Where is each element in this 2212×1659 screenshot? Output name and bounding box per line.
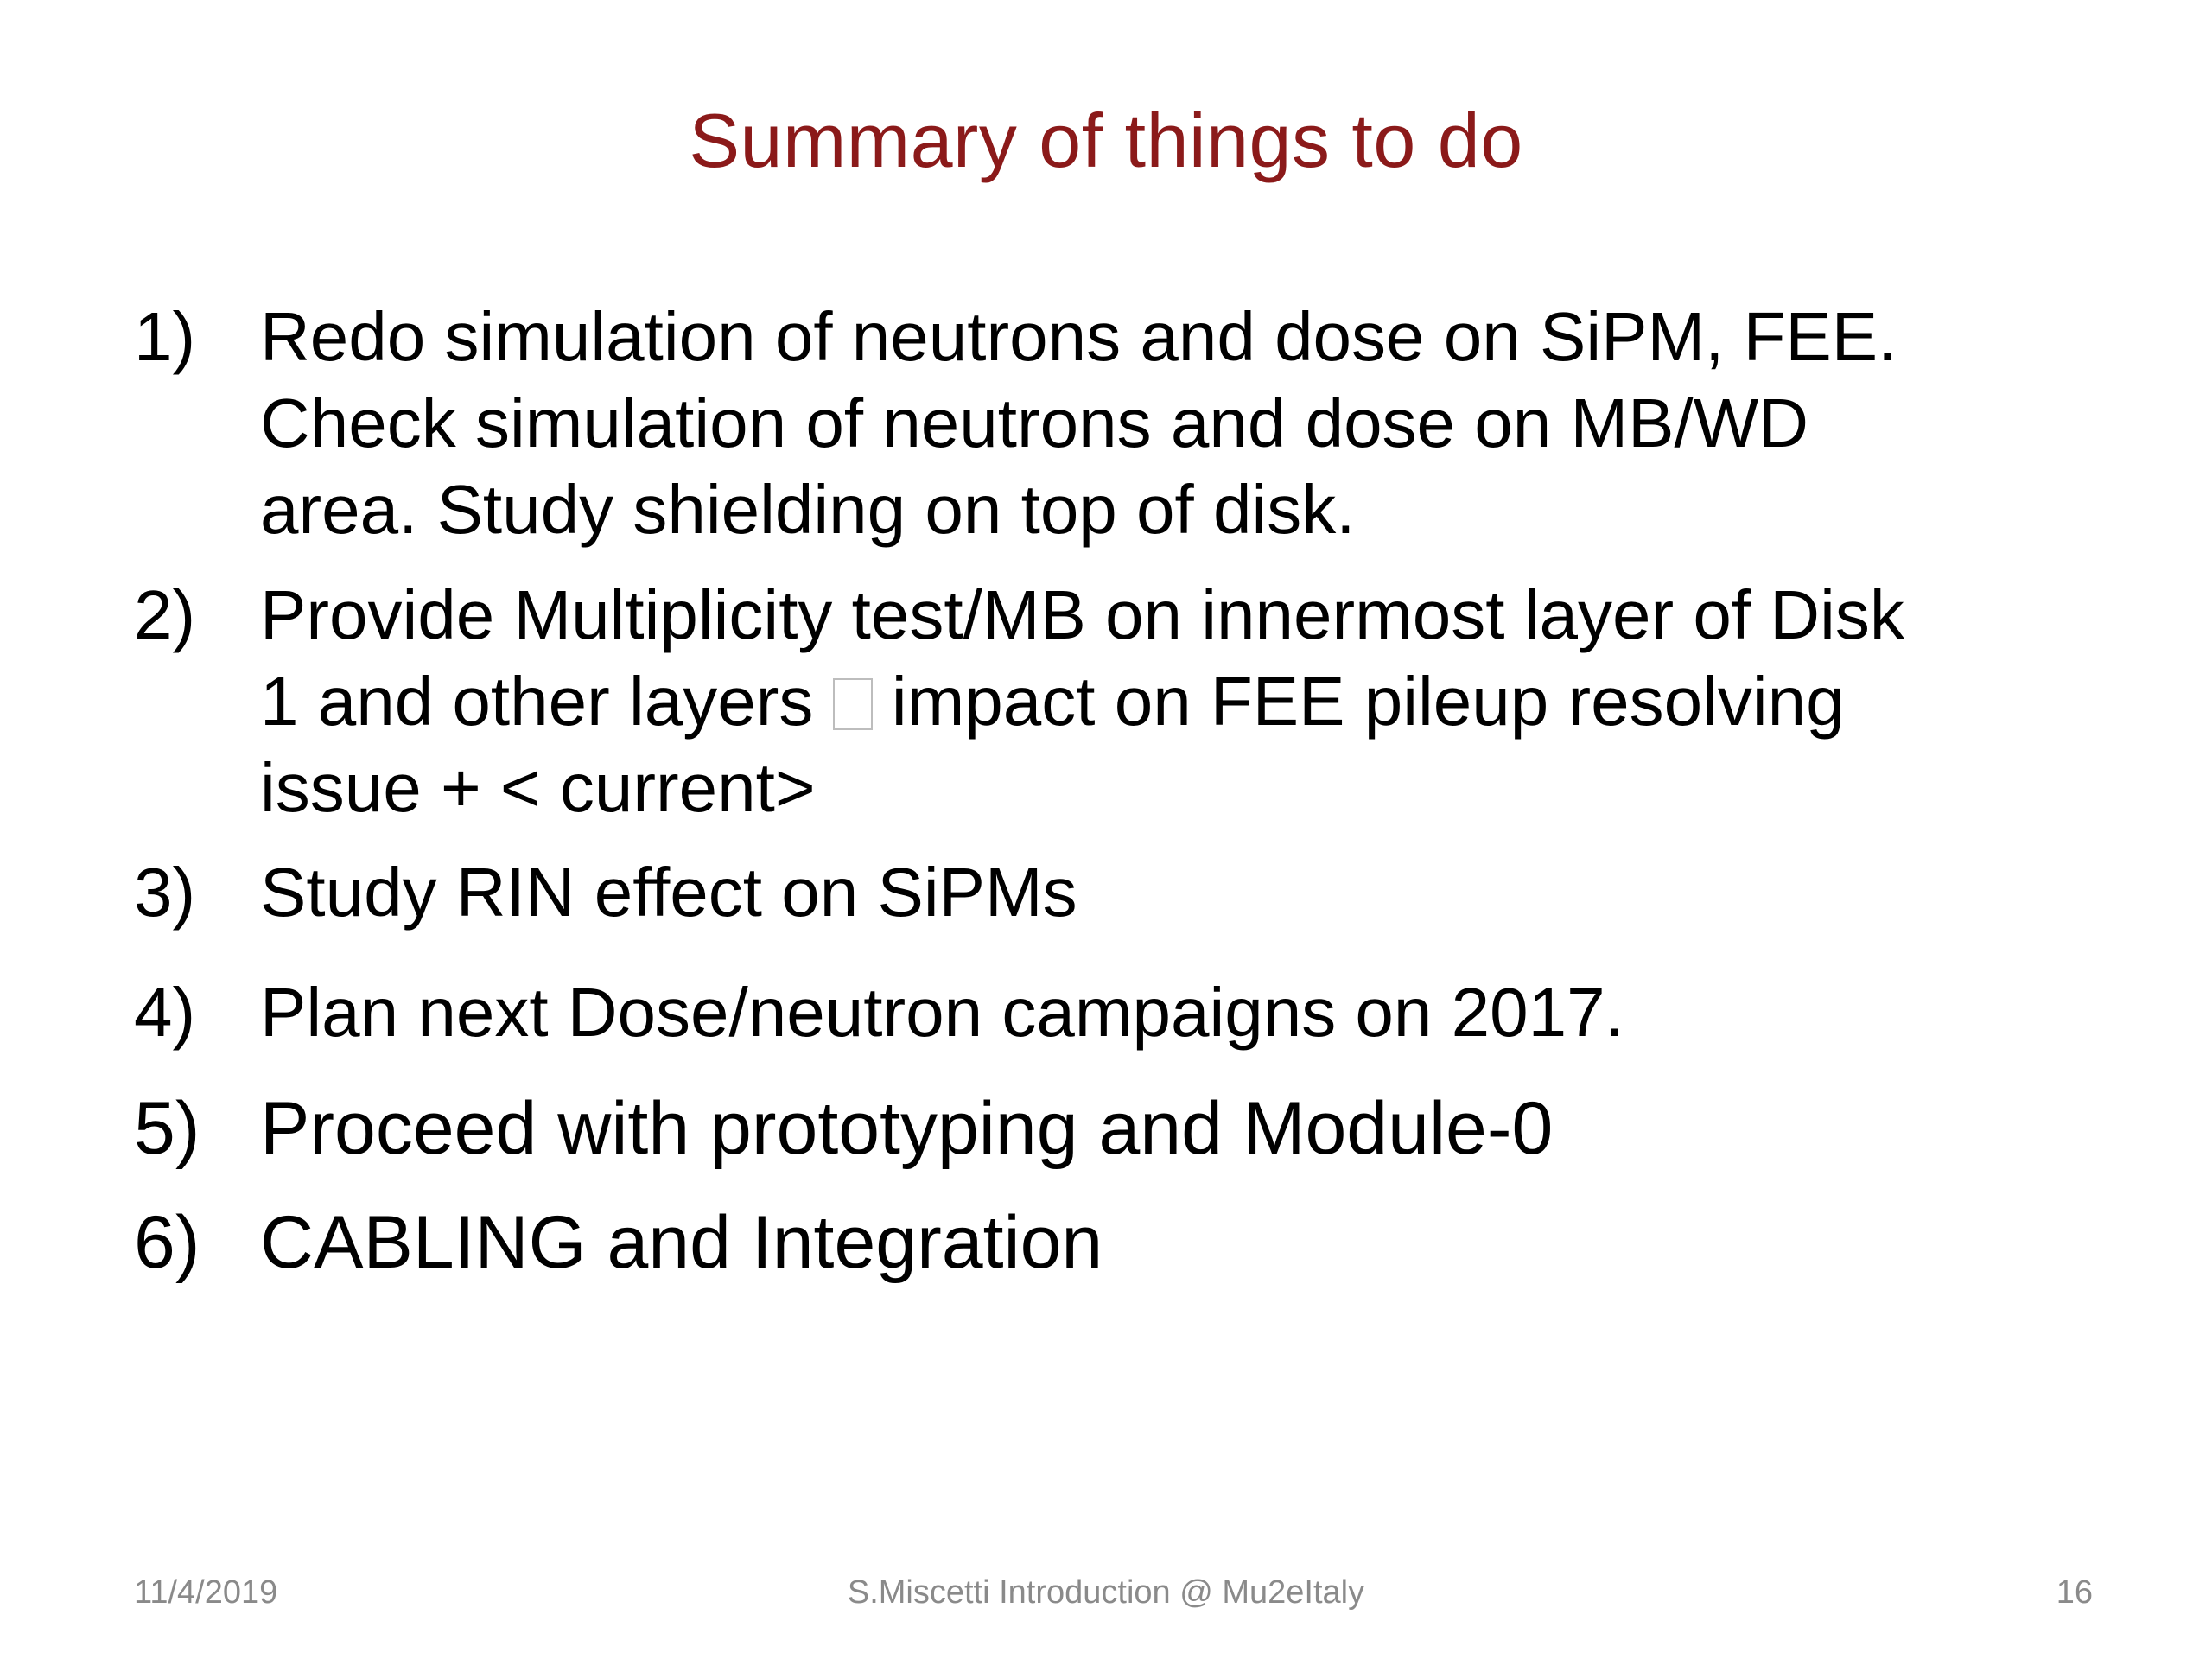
item-number: 4) bbox=[134, 974, 196, 1051]
item-text bbox=[260, 849, 2118, 936]
item-number: 5) bbox=[134, 1087, 200, 1170]
item-text bbox=[260, 1083, 2118, 1174]
item-text bbox=[260, 1197, 2118, 1288]
item-line: issue + < current> bbox=[260, 749, 816, 826]
item-text bbox=[260, 969, 2118, 1056]
item-number: 1) bbox=[134, 298, 196, 375]
item-line bbox=[260, 658, 2118, 745]
item-line: Study RIN effect on SiPMs bbox=[260, 854, 1077, 931]
item-text bbox=[260, 572, 2118, 831]
item-line-part: 1 and other layers bbox=[260, 663, 814, 740]
item-text bbox=[260, 294, 2118, 553]
slide-title: Summary of things to do bbox=[689, 98, 1523, 183]
footer-date: 11/4/2019 bbox=[134, 1574, 278, 1611]
item-line-part: impact on FEE pileup resolving bbox=[891, 663, 1845, 740]
item-line: Redo simulation of neutrons and dose on SiPM, FEE. bbox=[260, 298, 1897, 375]
item-number: 2) bbox=[134, 576, 196, 653]
page-number: 16 bbox=[2056, 1574, 2093, 1611]
item-line: Plan next Dose/neutron campaigns on 2017. bbox=[260, 974, 1624, 1051]
item-line: Provide Multiplicity test/MB on innermost layer of Disk bbox=[260, 576, 1904, 653]
missing-glyph-icon bbox=[833, 678, 873, 730]
item-number: 3) bbox=[134, 854, 196, 931]
item-line: Proceed with prototyping and Module-0 bbox=[260, 1087, 1554, 1170]
footer-text: S.Miscetti Introduction @ Mu2eItaly bbox=[847, 1574, 1365, 1611]
item-line: CABLING and Integration bbox=[260, 1201, 1103, 1284]
item-number: 6) bbox=[134, 1201, 200, 1284]
item-line: area. Study shielding on top of disk. bbox=[260, 471, 1356, 548]
item-line: Check simulation of neutrons and dose on MB/WD bbox=[260, 385, 1808, 461]
